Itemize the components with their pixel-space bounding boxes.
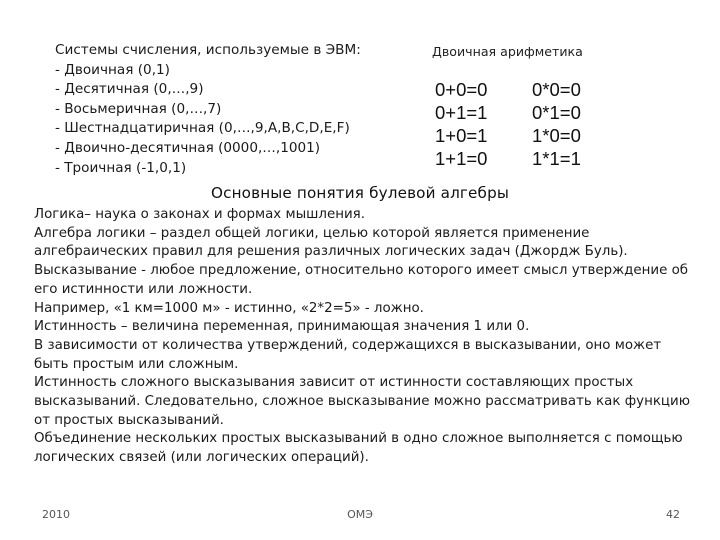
- number-systems-title: Системы счисления, используемые в ЭВМ:: [55, 42, 361, 58]
- section-title: Основные понятия булевой алгебры: [210, 184, 510, 202]
- multiplication-rule: 0*0=0: [532, 79, 581, 100]
- addition-rule: 1+0=1: [435, 125, 488, 146]
- addition-rule: 0+0=0: [435, 79, 488, 100]
- number-system-item: - Двоично-десятичная (0000,…,1001): [55, 139, 321, 156]
- paragraph: В зависимости от количества утверждений, содержащихся в высказывании, оно может быть простым или сложным.: [34, 337, 662, 372]
- paragraph: Высказывание - любое предложение, относительно которого имеет смысл утверждение об его истинности или ложности.: [34, 263, 689, 297]
- multiplication-rule: 0*1=0: [532, 102, 581, 123]
- binary-multiplication-table: [532, 78, 581, 170]
- paragraph: Истинность – величина переменная, принимающая значения 1 или 0.: [34, 319, 530, 335]
- number-system-item: - Шестнадцатиричная (0,…,9,A,B,C,D,E,F): [55, 120, 350, 137]
- boolean-algebra-text: [34, 206, 694, 468]
- footer-year: 2010: [42, 508, 70, 521]
- binary-addition-table: [435, 78, 487, 170]
- paragraph: Логика– наука о законах и формах мышления.: [34, 207, 365, 222]
- footer-center-label: ОМЭ: [347, 508, 373, 521]
- multiplication-rule: 1*1=1: [532, 148, 581, 169]
- paragraph: Например, «1 км=1000 м» - истинно, «2*2=5» - ложно.: [34, 300, 424, 316]
- number-systems-list: [55, 41, 361, 178]
- number-system-item: - Двоичная (0,1): [55, 61, 170, 78]
- paragraph: Алгебра логики – раздел общей логики, целью которой является применение алгебраических правил для решения различных логических задач (Джордж Буль).: [34, 225, 628, 260]
- paragraph: Объединение нескольких простых высказываний в одно сложное выполняется с помощью логических связей (или логических операций).: [34, 431, 683, 466]
- number-system-item: - Восьмеричная (0,…,7): [55, 100, 222, 117]
- number-system-item: - Троичная (-1,0,1): [55, 159, 187, 176]
- paragraph: Истинность сложного высказывания зависит от истинности составляющих простых высказываний. Следовательно, сложное высказывание можно рассматривать как функцию от простых высказываний.: [34, 375, 691, 428]
- binary-arithmetic-title: Двоичная арифметика: [432, 44, 583, 59]
- multiplication-rule: 1*0=0: [532, 125, 581, 146]
- addition-rule: 1+1=0: [435, 148, 488, 169]
- number-system-item: - Десятичная (0,…,9): [55, 81, 204, 98]
- page-number: 42: [666, 508, 680, 521]
- addition-rule: 0+1=1: [435, 102, 488, 123]
